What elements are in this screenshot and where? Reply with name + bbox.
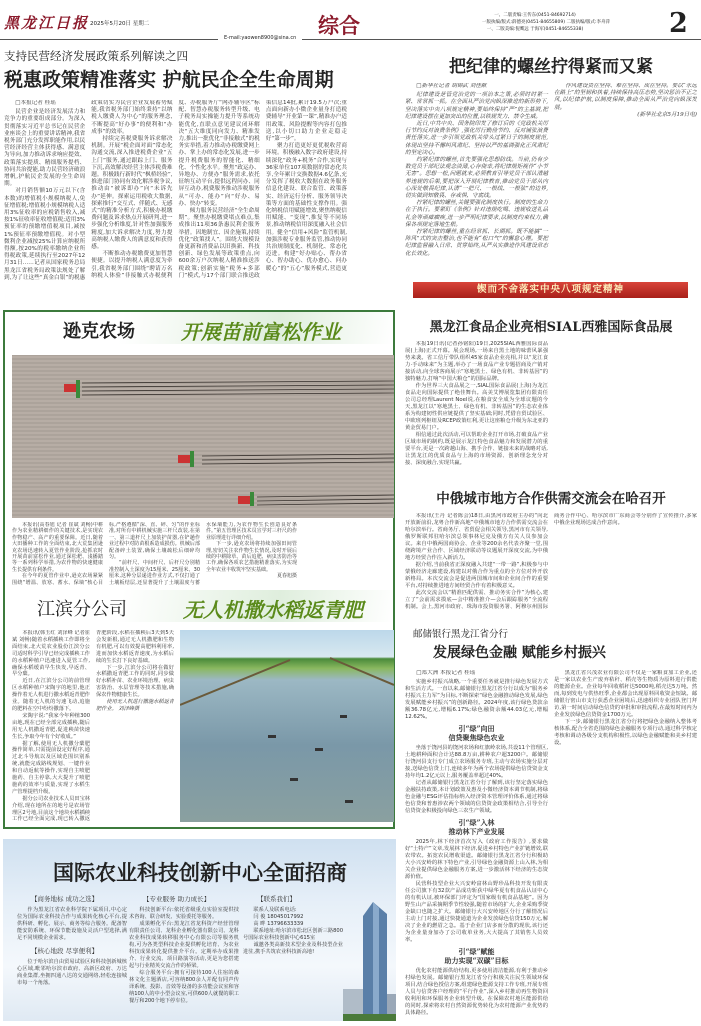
headline: 黑龙江食品企业亮相SIAL西雅国际食品展 [429,320,673,335]
xunke-header [5,312,393,344]
header-rule [0,39,701,40]
paragraph: 拧紧纪律的螺丝,重在经常抓、长期抓。既不能搞“一阵风”式的突击整治,也不能有“松口气”的懈怠心理。要把纪律监督融入日常、贯穿始终,从严从实推进作风建设常态化长效化。 [405,229,548,257]
jiangbin-body [12,630,174,824]
byline: □新华社记者 胡锦武 刘佳献 [416,83,487,89]
page-number: 2 [669,8,688,39]
signoff: 夏春旭摄 [276,573,297,580]
ad-section-title: 【商务地标 成功之选】 [31,895,99,903]
ad-section-title: 【专业服务 助力成长】 [143,896,211,903]
building-icon [343,894,396,1021]
discipline-article [405,52,697,300]
paragraph: 作为世界三大食品展之一,SIAL国际食品展(上海)为龙江食品走向国际提供了绝佳舞台。高美艾博展览集团有限责任公司总经理Laurent Noel说,在粮食安全成为全球议题的今天,黑龙江以“寒地黑土、绿色有机、非转基因”的生态农业体系为构建韧性供应链提供了坚实基础;同时,凭借自贸试验区、中欧班列枢纽及RCEP政策红利,更让这座粮仓升级为东北亚的黄金贸易门户。 [405,383,548,431]
paragraph: 科技创新平台:依托省级重点实验室提供技术咨询、联合研发、实验委托等服务。 [129,907,239,920]
headline: 把纪律的螺丝拧得紧而又紧 [449,57,653,77]
photographer: 刘泽峰摄 [118,705,140,712]
paragraph: 不断推动办税缴费更加智慧便捷。以提升纳税人满意度为牵引,我省税务部门围绕“聘请万名纳税人体验”非接触式办税便利度、办税服务厅“网办辅导区”标配、智慧办税服务转型升级、电子税务局实操能力提升等系统功能优化,直联点意见建议闭环解决“五大维度同向发力、精准发力,推出一批优化“非接触式”的税务实举措,着力推动办税缴费网上办、掌上办的常态化发展,进一步提升税费服务的智能化、精细化、个性化水平。聚焦“政运办、异地办、方便办”服务需求,依托征纳互动平台,提供远程问办、同屏互动办,税费服务推动涉税服务从“可办、能办”向“好办、易办、快办”转变。 [91,100,260,279]
headline: 发展绿色金融 赋能乡村振兴 [433,645,606,661]
paragraph: 综合服务平台:拥有可接待100人住宿的森林文化主题酒店,可容纳800余人并配有同声传译系统、投影、音效等设备的多功能会议室和容纳100人的中小型会议室,可供600人就餐的职工餐厅和200个地下停车位。 [129,970,239,1004]
place: 逊克农场 [63,321,135,342]
paragraph: “前杆尺、中间杆尺、后杆尺分别精准控制入土深度为15厘米、25厘米、30厘米,这种分层递进作业方式,不仅打通了土壤板结层,还显著提升了土壤温度与蓄水保墒能力,为农作物生长创造良好条件。”第五管理区技术员宣学对三杆尺的作业原理进行详细介绍。 [109,522,297,586]
ad-col-3 [243,894,343,956]
paragraph: 聚力打造更好更优税收营商环境。积极融入数字政府建设,持续深化“政务+税务”合作,实现与36家单位107项数据的常态化共享,全年累计交换数据4.6亿条,充分发挥了税收大数据在政务服务信息化建设、联合监管、政策落实、经济运行分析、服务领导决策等方面的基础性支撑作用。强化纳税信用赋能增效,聚焦纳税信用赋能、“变现”,推复等不同场景,推动纳税信用深度融入社会信用。健全“信用+风险”监管机制,加强涉税专业服务监管,推动协同共治规制度化、机制化、常态化迈进。构建“好办贴心、帮办省心、智办助心、优办愈心、问办暖心”的“五心”服务模式,营造更 [265,143,347,272]
byline: □本报记者 桂瑶 [15,100,56,106]
paragraph: 近日,在江滨分公司的前管理区水稻种植户宋陶宇的地里,他正操作着无人机进行撒水稻返青肥作业。随着无人机的匀速飞动,追施的肥料在空中纷纷撒落下。 [12,678,90,712]
paragraph: 诚邀各类高新技术型企业及科技型企业进驻,携手共筑农业科技新高地! [243,942,343,955]
section-title: 综合 [318,13,360,38]
paragraph: 下一步,逊克农场将持续加强田间管理,密切关注农作物生长情况,及时开展后续的中耕除草、苗后追肥、病虫害防治等工作,确保各项农艺措施精准落实,为实现全年农业丰收筑牢坚实基础。 [206,541,297,573]
paragraph: 本报19日讯(记者孙铭阳)19日,2025SIAL西雅国际食品展(上海)正式开幕。展会现场,一场来自黑土地的味蕾风暴强势来袭。省工信厅带队组织45家食品企业亮相,并以“龙江食力·手动味来”为主题,举办了一场食品产业专题招商及产销对接活动,向全球客商展示“寒地黑土、绿色有机、非转基因”的独特魅力,打响“中国大粮仓”的国际品牌。 [405,341,548,382]
jiangbin-header [5,590,393,622]
paragraph: 拧紧纪律的螺丝,关键要强化制度执行。制度的生命力在于执行。要紧盯《条例》针对违规吃喝、违规收送礼品礼金等顽瘴痼疾,进一步严明纪律要求,以制度约束权力,确保各项规定落地生根。 [405,200,548,228]
paragraph: 下一步,江滨分公司将在做好水稻撒返青肥工作的同时,同步做好水稻补苗、农业环境治理、病虫害防治、水层管理等技术措施,确保农作物健康生长。 [96,664,174,699]
paragraph: 此次交流会以“精准匹配供需、推动务实合作”为核心,建立了“会前需求摸底—会中精准推介—会后跟踪服务”全流程机制。会上,黑河市政府、珠海市投资服务署、阿穆尔州国际商务合作中心、哈尔滨市广东商会等分别作了宣传推介,多家中俄企业现场达成合作意向。 [405,513,697,610]
paragraph: 相信通过此次活动,可以帮助企业打开市场,打破食品产业区域市场的制约,既是展示龙江特色食品魅力和发展潜力的重要平台,更是一次跨越山海、携手合作、链接未来的战略对话,让黑龙江的优质食品与上海的市场资源、创新理念充分对接、深度融合,实现共赢。 [405,432,548,466]
paragraph: 民营企业是经济发展活力和竞争力的重要组成部分。为深入贯彻落实习近平总书记在民营企业座谈会上的重要讲话精神,我省税务部门充分发挥职能作用,以民营经济经营主体获得感、满意度为导向,加力推动诉求响应提效、政策落实提质、精细服务提档、协同共治提能,助力民营经济破浪增帆,护航民企发展的全生命周期。 [4,109,86,188]
paragraph: 倾力服务民营经济“全生命周期”。聚焦办税缴费堵点难点,集成推出11项36条惠民利企服务举措。因地制宜、因企施策,持续优化“政策找人”。围绕大规模设备更新和消费品以旧换新、科技创新、绿色发展等政策重点,向600余万户次纳税人精准推送涉税政策;创新实施“税务+多部门”模式,与17个部门联合推送政策信息14批,累计19.5万户次;重点面向新办小微企业量身打造税费辅导“开业第一课”,精准办户适用政策、风险提醒等内容打包推送,以小切口助力企业走稳走好“第一步”。 [178,100,347,279]
xunke-body [12,522,394,588]
advertisement [3,839,396,1021]
headline: 无人机撒水稻返青肥 [183,598,363,622]
sino-russia-body [405,513,697,611]
paragraph: 本报讯(韩玉红 刘泽峰 记者崔斌 刘畅)随着水稻插秧工作即将全面结束,北大荒农业股份江滨分公司适时科学引导已经完成插秧工作的水稻种植户迅速进入夏管工作,确保水稻缓苗早生快发,早返青、早分蘖。 [12,630,90,678]
sino-russia-article [405,487,697,610]
masthead [0,0,701,42]
paragraph: 在今年的夏管作业中,逊克农场紧紧围绕“增温、放寒、蓄水、保墒”核心目标,严格遵循“深、直、碎、匀”的作业标准,对所有中耕机械实施三杆尺改装,在第一、第三道杆尺上加装护苗器,在铲趟作业过程中对防苗根系造成损伤。机械后部配备碎土装置,确保土壤疏松后细碎均匀。 [12,522,200,586]
paragraph: 据分公司农业技术人员田宝林介绍,现在地所在的地号是农场管理区2号地,目前这个地块水稻插秧工作已经全面完成,现已转入撒返青肥阶段,水稻在插秧后3天到5天会发新根,通过无人机撒肥和生物有机肥,可以有效提高肥料利用率,进而加快水稻返青速度,为水稻后续的生长打下良好基础。 [12,630,174,823]
paragraph: 纪律建设是管党治党的一项治本之策,必须时时紧一紧、常常抓一抓。在全面从严治党向纵深推进的新形势下,坚决落实中央八项规定精神,要始终保持“严”的主基调,把纪律建设摆在更加突出的位置,以铁规发力、禁令生威。 [405,92,548,120]
banner: 锲而不舍落实中央八项规定精神 [413,282,688,298]
paragraph: 成果孵化平台:黑龙江省龙科资产经营管理有限责任公司、龙科企业孵化器有限公司、龙科农业科技成果转移服务中心有限公司等服务机构,可为各类型科技企业提供孵化培育、为农业科技成果转化提供推介平台。定期举办成果推介、行业交流、项目路演等活动,更是为您搭建起与行业精英交流合作的桥梁。 [129,921,239,969]
postal-article [405,626,697,1022]
subheading: 引“绿”赋能 助力实现“双碳”目标 [444,947,509,965]
sial-body [405,341,697,481]
ad-col-1 [17,896,127,987]
paragraph: 据介绍,当前我省正深度融入共建“一带一路”,积极参与中蒙俄经济走廊建设,构建以对俄合作为重点的全方位对外开放新格局。本次交流会是促进两国城市间和企业间合作的重要平台,对持续推进地方间经贸合作有着积极意义。 [405,562,548,589]
issue-date: 2025年5月20日 星期二 [90,21,150,27]
paragraph: 作为黑龙江省农业科学院下属项目,中心定位为国际农业科技合作与成果转化核心平台,提供科研、孵化、展示、商务等综合服务。配备智能安防系统、环保节能设施及灵活户型选择,满足不同规模企业需求。 [17,907,127,941]
sial-article [405,316,697,484]
paragraph: 黑龙江省兴茂农业有限公司不仅是一家粮食加工企业,还是一家以农业生产废弃秸秆、稻壳等生物质为原料进行供能的能源企业。企业每年回收稻秆达5000吨,稻壳达5万吨。然而,每到发电与供热旺季,企业都会出现原料回收资金短缺。邮储银行密山市支行获悉企业困境后,迅速组织专业团队登门拜访,第一时间启动绿色信贷的审批和审批流程,在最短时间内为企业发放绿色信贷资金1700万元。 [554,670,697,718]
lead-body [4,100,347,286]
ad-section-title: 【联系我们】 [257,895,296,903]
paragraph: 近日,中共中央、国务院印发了修订后的《党政机关厉行节约反对浪费条例》,强化厉行勤俭节约、反对铺张浪费责任落实,进一步引领党政机关带头过紧日子的制度规范,体现出坚持不懈纠风肃纪、坚持以严的基调强化正风肃纪的坚定决心。 [405,121,548,156]
paragraph: 2025年,林下经济首次写入《政府工作报告》,要求做好“土特产”文章,发展林下经济,促进乡村特色产业扩链增效,联农带农。拓宽农民增收渠道。邮储银行黑龙江省分行积极助大小兴安岭的林下特色产业,引导绿色金融资源上山入林,为相关企业提供绿色金融服务方案,进一步激活林下经济的生态资源价值。 [405,839,548,880]
paragraph: 民营科技型企业大兴安岭富林山野珍品科技开发有限责任公司旗下有32款产品成功斩获中绿华夏有机食品认证中心的有机认证,被环保部门评定为“国家级有机食品基地”。因为野生山产品采摘期季节性较强,随着市场的扩大,企业采购季资金缺口也随之扩大。邮储银行大兴安岭地区分行了解情况后主动上门对接,通过快捷通道为企业发放绿色信贷150万元,解决了企业的燃眉之急。基于企业门店多而分散的现状,该行还为企业量身加办了公司收单业务,大大提高了其销售人员效率。 [405,881,548,943]
contact-address: 联系地址:哈尔滨市松北区创新三路800号国际农业科技创新中心615室 [243,928,343,941]
kicker: 邮储银行黑龙江省分行 [413,629,509,640]
editor-line: 一、二版责编:王传东(0451-84692714) [494,13,576,18]
contact-phone[interactable]: 闫 俊 18045017992 [253,914,304,920]
postal-body [405,670,697,1026]
headline: 中俄城市地方合作供需交流会在哈召开 [436,491,666,507]
place: 江滨分公司 [37,599,127,620]
paragraph: 实施乡村振兴战略,一个重要任务就是推行绿色发展方式和生活方式。一直以来,邮储银行黑龙江省分行以成为“服务乡村振兴主力军”为目标,不断探索“绿色金融推动绿色发展,绿色发展赋能乡村振兴”的创新路径。2024年度,该行绿色贷款余额36.78亿元,增幅6.17%;绿色融资余额44.03亿元,增幅12.62%。 [405,679,548,720]
ad-section-title: 【核心地段 尽享便利】 [31,947,99,955]
contact-phone[interactable]: 高 畔 13796633339 [253,921,304,927]
paragraph: 本报讯(高春旭 记者 崔斌 刘畅)中耕作为农业精耕细作的关键技术,是实现农作物稳产、高产的重要保障。近日,随着大田播种工作的全面结束,北大荒集团逊克农场迅速转入夏管作业阶段,抢抓农时开展苗前富松作业,通过深松耙、浅播踏等一系列科学举措,为农作物的快速健康生长提供有利条件。 [12,522,103,573]
subheading: 引“绿”向田 信贷聚焦绿色农业 [448,724,505,742]
paragraph: 对月销售额10万元以下(含本数)的增值税小规模纳税人,免征增值税;增值税小规模纳税人适用3%征收率的应税销售收入,减按1%征收率征收增值税;适用3%预征率的预缴增值税项目,减按1%预征率预缴增值税。对小型微利企业减按25%计算应纳税所得额,按20%的税率缴纳企业所得税政策,延续执行至2027年12月31日……记者从国家税务总局黑龙江省税务局政策法规处了解到,为了让这些“真金白银”的税惠政策切实为民营企业发展蓄势赋能,我省税务部门始终秉持“以纳税人缴费人为中心”的服务理念,不断提高“好办事”的便利和“办成事”的效率。 [4,100,173,281]
subheading: 引“绿”入林 推动林下产业发展 [448,818,505,836]
discipline-body [405,83,697,259]
lead-article [4,48,347,304]
paragraph: 本报讯(王丹 记者陈会)18日,由黑河市政府主办的“向北开放新前沿,龙粤合作新高地”中俄城市地方合作供需交流会在哈尔滨举行。省商务厅、省贸促会相关领导,黑河市有关领导,俄罗斯联邦驻哈尔滨总领事林尼克及俄方有关人员参加会议。来自中俄两国商协会、企业等200余名代表齐聚一堂,围绕跨境产业合作、区域经济联动等议题展开深度交流,为中俄地方经贸合作注入新活力。 [405,513,548,561]
newspaper-logo: 黑龙江日报 [4,14,90,32]
ad-col-2 [129,896,239,1018]
headline: 开展苗前富松作业 [181,320,341,344]
paragraph: 据了解,使用无人机撒分蘖肥操作简单,只需提前设定好程序,通过北斗导航以及区域范围识别系统,就能完成路线规划、一键作业和自动返航等操作,实现自主喷肥施药、自主停靠,大大提升了喷肥施药的效率与质量,实现了水稻生产管理提档升级。 [12,740,90,795]
kicker: 支持民营经济发展政策系列解读之四 [4,49,188,63]
editor-line: 一、二版美编:倪鹰远 于海军(0451-84655338) [486,27,584,32]
paragraph: 约紧纪律的螺丝,首先要强化思想防线。当前,仍有少数党员干部纪法观念淡薄,心存侥幸,将纪律规矩视作“小节无害”。思想一松,问题就来,必须教育引导党员干部认清越界违规的后果,要把深入开展纪律教育,推动党员干部从内心深处敬畏纪律,认清“一把尺、一根线、一根弦”的边界,切实做到知敬畏、存戒惧、守底线。 [405,157,548,200]
paragraph: 持续完善税费服务诉求解决机制。开展“税企面对面”常态化沟通交流,深入推进税费企业“五上门”服务,通过跟踪上门、服务下沉,高效解决经营主体涉税费难题。积极践行新时代“枫桥经验”,推进部门协同有效化解涉税争议,推动由“被诉即办”向“未诉先办”延伸。探索运用税收大数据,探索推行“交互式、伴随式、无感式”的精准分析方式,积极办税缴费问题及诉求热点开展研判,进一步强化分析维度,针对性加强服务精度,加大诉求解决力度,努力提高纳税人缴费人的满意度和获得感。 [91,136,173,251]
paragraph: 位于哈尔滨自由贸易试验区和科技创新城核心区域,毗邻哈尔滨市政府、高新区政府、万达商业集群,坐拥四通八达的交通网络,轻松连接城市每一个角落。 [17,959,127,986]
headline: 税惠政策精准落实 护航民企全生命周期 [4,69,334,91]
email[interactable]: E-mail:yaowen8900@sina.cn [218,35,302,41]
ad-headline: 国际农业科技创新中心全面招商 [53,861,347,885]
paragraph: 记者从邮储银行黑龙江省分行了解到,该行坚定落实绿色金融扶持政策,本计划政策及惠及小微经济资本调节机制,将绿色金融与ESG评估指标纳入经济资本管理评价体系,通过将绿色信贷和普惠涉农两个领域的信贷资金政策相结合,引导全行信贷资金积极投向绿色三农生产领域。 [405,780,548,814]
tractor-field-photo [12,355,394,518]
paragraph: 优化农村能源供给结构,更多使用清洁能源,有利于推动乡村绿色发展。邮储银行黑龙江省分行积极关注民生领域环保项目,结合绿色授信方案,组建绿色能源支持工作专班,开展专班人员与信贷客户经理的“平行作业”,深入乡村推动再生物资回收利用和环保服务企业转型升级。在保障农村地区能源供给的同时,探索将农村自然资源优势转化为农村能源产业优势的具体路径。 [405,968,548,1016]
tractor-icon [12,355,394,518]
drone-icon [180,630,394,822]
paragraph: 坐落于饶河县的饶河农场和红旗岭农场,共设11个管理区,土地耕种面积合计达88.8万亩,耕种农户超3200户。邮储银行饶河县支行专门成立农场服务专班,主动与农场实施分层对接,送绿色信贷上门,连续多年为两个农场提供绿色信贷资金支持年均1.2亿元以上,服务覆盖率超过40%。 [405,745,548,779]
byline: □郑大洲 本报记者 桂瑶 [416,670,476,676]
paragraph: 作风建设贵在坚持、难在坚持、成在坚持。要以“永远在路上”的坚韧和执着,持续保持高压态势,坚决惩治不正之风,以纪律护航,以制度保障,推动全面从严治党向纵深发展。 [554,83,697,111]
dateline: (新华社北京5月19日电) [637,111,697,118]
paragraph: 宋陶宇说:“我家今年种植300亩地,现在已经全部完成插秧,随后用无人机撒返青肥,促进秧苗快速生长,争取今年有个好收成。” [12,712,90,740]
paddy-drone-photo [180,630,394,822]
editor-line: 一版执编/版式:薛德亮(0451-84655809) 二版执编/版式:李舟萍 [482,20,610,25]
photo-caption: 使用无人机进行撒施水稻返青肥作业。 [96,699,174,712]
contact-label: 联系人及联系电话: [253,907,297,913]
paragraph: 下一步,邮储银行黑龙江省分行将把绿色金融纳入整体考核体系,配合全省范围的绿色金融服务专项行动,通过科学核定考核和调动各级分支机构积极性,以绿色金融赋能和美乡村建设。 [554,719,697,746]
